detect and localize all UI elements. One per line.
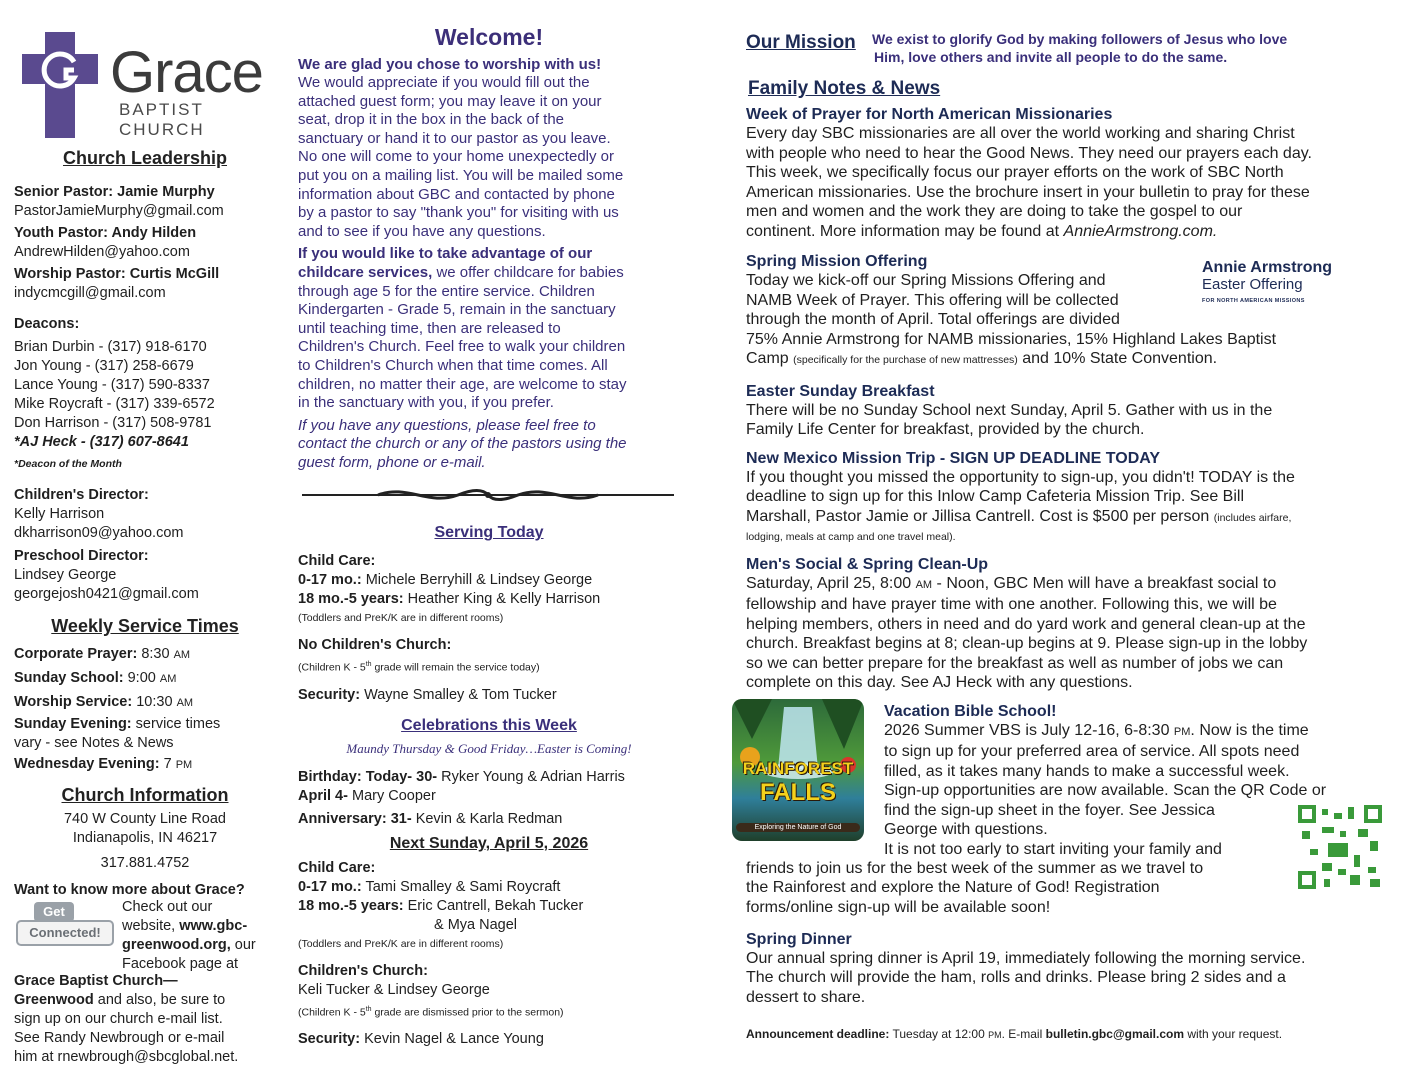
vbs-line: the Rainforest and explore the Nature of God! Registration bbox=[746, 879, 1160, 896]
more-text: Check out our bbox=[122, 899, 213, 915]
child-care-label: Child Care: bbox=[298, 553, 376, 570]
child-care-row: 18 mo.-5 years: Heather King & Kelly Harrison bbox=[298, 591, 601, 608]
offering-line: 75% Annie Armstrong for NAMB missionaries, 15% Highland Lakes Baptist bbox=[746, 330, 1277, 348]
deacon-item: Brian Durbin - (317) 918-6170 bbox=[14, 339, 207, 355]
vbs-artwork bbox=[732, 699, 864, 841]
facebook-name-2: Greenwood and also, be sure to bbox=[14, 992, 226, 1008]
welcome-line: by a pastor to say "thank you" for visiting with us bbox=[298, 204, 619, 222]
deacon-item: Jon Young - (317) 258-6679 bbox=[14, 358, 194, 374]
vbs-line: George with questions. bbox=[884, 821, 1048, 838]
sunday-school: Sunday School: 9:00 AM bbox=[14, 670, 177, 686]
vbs-title: Vacation Bible School! bbox=[884, 702, 1057, 720]
next-childrens-church-names: Keli Tucker & Lindsey George bbox=[298, 981, 490, 998]
signup-text-2: See Randy Newbrough or e-mail bbox=[14, 1030, 225, 1046]
prayer-line: American missionaries. Use the brochure insert in your bulletin to pray for these bbox=[746, 183, 1310, 201]
welcome-line: contact the church or any of the pastors using the bbox=[298, 435, 627, 453]
mens-line: Saturday, April 25, 8:00 AM - Noon, GBC Men will have a breakfast social to bbox=[746, 574, 1277, 592]
vbs-line: friends to join us for the best week of the summer as we travel to bbox=[746, 859, 1204, 877]
deacon-item: Don Harrison - (317) 508-9781 bbox=[14, 415, 212, 431]
dinner-line: dessert to share. bbox=[746, 988, 866, 1006]
birthday-row: Birthday: Today- 30- Ryker Young & Adrian Harris bbox=[298, 768, 625, 785]
childcare-lead: If you would like to take advantage of our bbox=[298, 245, 593, 263]
welcome-line: to Children's Church when that time comes. All bbox=[298, 356, 608, 374]
right-column bbox=[742, 30, 1382, 1041]
welcome-line: information about GBC and contacted by phone bbox=[298, 185, 615, 203]
church-subtitle: BAPTIST CHURCH bbox=[119, 100, 205, 139]
vbs-line: It is not too early to start inviting your family and bbox=[884, 840, 1222, 858]
mission-text bbox=[872, 30, 1287, 66]
vbs-art-word1: RAINFOREST bbox=[742, 758, 854, 778]
more-heading: Want to know more about Grace? bbox=[14, 882, 245, 898]
celebrations-tagline: Maundy Thursday & Good Friday…Easter is Coming! bbox=[346, 740, 632, 756]
welcome-line: in the sanctuary with you, if you prefer. bbox=[298, 394, 554, 412]
badge-get: Get bbox=[34, 902, 74, 922]
vbs-line: 2026 Summer VBS is July 12-16, 6-8:30 PM. Now is the time bbox=[884, 721, 1309, 739]
logo-line: Easter Offering bbox=[1202, 276, 1303, 293]
mens-social-title: Men's Social & Spring Clean-Up bbox=[746, 555, 989, 573]
address-line-1: 740 W County Line Road bbox=[63, 811, 226, 827]
childrens-director-label: Children's Director: bbox=[14, 487, 149, 503]
offering-line: through the month of April. Total offerings are divided bbox=[746, 311, 1120, 328]
church-info-heading: Church Information bbox=[61, 785, 229, 805]
welcome-line: Kindergarten - Grade 5, remain in the sanctuary bbox=[298, 301, 616, 319]
vbs-qr-code[interactable] bbox=[1298, 805, 1382, 889]
facebook-name: Grace Baptist Church— bbox=[14, 973, 178, 989]
youth-pastor: Youth Pastor: Andy Hilden bbox=[14, 225, 197, 241]
get-connected-badge bbox=[16, 902, 112, 948]
welcome-title: Welcome! bbox=[434, 24, 544, 50]
birthday-row: April 4- Mary Cooper bbox=[298, 787, 436, 804]
nm-trip-title: New Mexico Mission Trip - SIGN UP DEADLINE TODAY bbox=[746, 449, 1161, 467]
news-body bbox=[742, 106, 1382, 1041]
welcome-paragraph-1 bbox=[298, 74, 680, 241]
more-website-2: greenwood.org, our bbox=[122, 937, 256, 953]
welcome-line: sanctuary or hand it to our pastor as you leave. bbox=[298, 129, 611, 147]
senior-pastor: Senior Pastor: Jamie Murphy bbox=[14, 184, 215, 200]
vbs-line: forms/online sign-up will be available soon! bbox=[746, 898, 1051, 916]
mens-line: church. Breakfast begins at 8; clean-up begins at 9. Please sign-up in the lobby bbox=[746, 635, 1308, 652]
celebrations-heading: Celebrations this Week bbox=[401, 716, 577, 734]
signup-text-3: him at rnewbrough@sbcglobal.net. bbox=[14, 1049, 239, 1065]
mission-label: Our Mission bbox=[746, 32, 856, 53]
cross-logo-icon bbox=[22, 32, 102, 142]
deacon-of-month-note: *Deacon of the Month bbox=[14, 458, 122, 470]
prayer-line: with people who need to hear the Good News. They need our prayers each day. bbox=[746, 144, 1312, 162]
middle-column bbox=[298, 24, 680, 1049]
sunday-evening: Sunday Evening: service times bbox=[14, 716, 221, 732]
next-childrens-church-note: (Children K - 5th grade are dismissed prior to the sermon) bbox=[298, 1005, 564, 1019]
church-name: Grace bbox=[110, 40, 263, 105]
prayer-line: continent. More information may be found at AnnieArmstrong.com. bbox=[746, 222, 1218, 240]
welcome-line: If you have any questions, please feel free to bbox=[298, 416, 596, 434]
vbs-art-tag: Exploring the Nature of God bbox=[736, 823, 860, 832]
worship-pastor: Worship Pastor: Curtis McGill bbox=[14, 266, 220, 282]
spring-dinner-title: Spring Dinner bbox=[746, 930, 852, 948]
nm-line: deadline to sign up for this Inlow Camp Cafeteria Mission Trip. See Bill bbox=[746, 488, 1245, 505]
next-child-care-label: Child Care: bbox=[298, 859, 376, 876]
ornament-divider-icon bbox=[298, 484, 678, 506]
next-security: Security: Kevin Nagel & Lance Young bbox=[298, 1031, 544, 1048]
easter-breakfast-title: Easter Sunday Breakfast bbox=[746, 382, 935, 400]
vbs-line: filled, as it takes many hands to make a successful week. bbox=[884, 762, 1290, 780]
easter-line: There will be no Sunday School next Sunday, April 5. Gather with us in the bbox=[746, 401, 1273, 419]
preschool-director-email: georgejosh0421@gmail.com bbox=[14, 586, 199, 602]
deacon-item: Lance Young - (317) 590-8337 bbox=[14, 377, 210, 393]
vbs-line: find the sign-up sheet in the foyer. See Jessica bbox=[884, 801, 1215, 819]
youth-pastor-email: AndrewHilden@yahoo.com bbox=[14, 244, 190, 260]
welcome-line: guest form, phone or e-mail. bbox=[298, 453, 486, 471]
announcement-deadline: Announcement deadline: Tuesday at 12:00 PM. E-mail bulletin.gbc@gmail.com with your request. bbox=[746, 1027, 1283, 1041]
church-logo bbox=[22, 32, 282, 142]
welcome-line: attached guest form; you may leave it on your bbox=[298, 92, 602, 110]
badge-connected: Connected! bbox=[16, 920, 114, 946]
address-line-2: Indianapolis, IN 46217 bbox=[72, 830, 218, 846]
no-childrens-church-note: (Children K - 5th grade will remain the service today) bbox=[298, 661, 540, 674]
childrens-director-email: dkharrison09@yahoo.com bbox=[14, 525, 184, 541]
next-sunday-heading: Next Sunday, April 5, 2026 bbox=[389, 834, 589, 852]
worship-pastor-email: indycmcgill@gmail.com bbox=[14, 285, 166, 301]
deacon-item: Mike Roycraft - (317) 339-6572 bbox=[14, 396, 215, 412]
mens-line: helping members, others in need and do yard work and general clean-up at the bbox=[746, 615, 1306, 633]
more-website: website, www.gbc- bbox=[122, 918, 248, 934]
vbs-line: to sign up for your preferred area of service. All spots need bbox=[884, 743, 1300, 760]
next-child-care-row: 0-17 mo.: Tami Smalley & Sami Roycraft bbox=[298, 878, 561, 895]
next-child-care-note: (Toddlers and PreK/K are in different rooms) bbox=[298, 937, 504, 950]
welcome-line: We would appreciate if you would fill out the bbox=[298, 74, 590, 91]
nm-line: lodging, meals at camp and one travel meal). bbox=[746, 531, 956, 543]
mens-line: so we can better prepare for the breakfast as well as number of jobs we can bbox=[746, 654, 1284, 672]
next-child-care-row: 18 mo.-5 years: Eric Cantrell, Bekah Tucker bbox=[298, 897, 584, 914]
nm-line: If you thought you missed the opportunity to sign-up, you didn't! TODAY is the bbox=[746, 468, 1295, 486]
leadership-heading: Church Leadership bbox=[62, 148, 228, 168]
welcome-line: Children's Church. Feel free to walk your children bbox=[298, 338, 626, 356]
welcome-paragraph-2 bbox=[298, 245, 680, 412]
senior-pastor-email: PastorJamieMurphy@gmail.com bbox=[14, 203, 224, 219]
deacons-label: Deacons: bbox=[14, 316, 80, 332]
childrens-director-name: Kelly Harrison bbox=[14, 506, 105, 522]
worship-service: Worship Service: 10:30 AM bbox=[14, 694, 194, 710]
anniversary-row: Anniversary: 31- Kevin & Karla Redman bbox=[298, 810, 563, 827]
vbs-text-wide bbox=[746, 859, 1266, 918]
news-heading: Family Notes & News bbox=[748, 78, 941, 99]
child-care-note: (Toddlers and PreK/K are in different rooms) bbox=[298, 612, 504, 625]
offering-line: Today we kick-off our Spring Missions Offering and bbox=[746, 272, 1106, 289]
wednesday-evening: Wednesday Evening: 7 PM bbox=[14, 756, 193, 772]
corporate-prayer: Corporate Prayer: 8:30 AM bbox=[14, 646, 191, 662]
welcome-line: children, no matter their age, are welcome to stay bbox=[298, 375, 627, 393]
mission-line: We exist to glorify God by making followers of Jesus who love bbox=[872, 31, 1288, 47]
offering-line: Camp (specifically for the purchase of new mattresses) and 10% State Convention. bbox=[746, 350, 1218, 367]
dinner-line: Our annual spring dinner is April 19, immediately following the morning service. bbox=[746, 949, 1306, 967]
dinner-line: The church will provide the ham, rolls and drinks. Please bring 2 sides and a bbox=[746, 969, 1286, 986]
deacon-of-month: *AJ Heck - (317) 607-8641 bbox=[14, 434, 189, 450]
annie-armstrong-logo bbox=[1202, 259, 1352, 304]
logo-line: Annie Armstrong bbox=[1202, 259, 1333, 276]
mens-line: complete on this day. See AJ Heck with any questions. bbox=[746, 674, 1133, 691]
logo-line: FOR NORTH AMERICAN MISSIONS bbox=[1202, 298, 1305, 304]
welcome-line: put you on a mailing list. You will be mailed some bbox=[298, 166, 624, 184]
signup-text: sign up on our church e-mail list. bbox=[14, 1011, 223, 1027]
more-facebook: Facebook page at bbox=[122, 956, 239, 972]
welcome-line: until teaching time, then are released to bbox=[298, 319, 561, 337]
preschool-director-label: Preschool Director: bbox=[14, 548, 149, 564]
child-care-row: 0-17 mo.: Michele Berryhill & Lindsey George bbox=[298, 572, 593, 589]
welcome-line: childcare services, we offer childcare for babies bbox=[298, 263, 624, 281]
welcome-line: and to see if you have any questions. bbox=[298, 222, 546, 240]
prayer-line: Every day SBC missionaries are all over the world working and sharing Christ bbox=[746, 125, 1295, 142]
spring-offering-title: Spring Mission Offering bbox=[746, 253, 928, 270]
welcome-lead: We are glad you chose to worship with us! bbox=[298, 56, 602, 73]
next-child-care-row-b: & Mya Nagel bbox=[434, 916, 518, 933]
welcome-line: seat, drop it in the box in the back of the bbox=[298, 111, 565, 129]
offering-line: NAMB Week of Prayer. This offering will be collected bbox=[746, 291, 1119, 309]
sunday-evening-note: vary - see Notes & News bbox=[14, 735, 174, 751]
preschool-director-name: Lindsey George bbox=[14, 567, 117, 583]
vbs-section bbox=[742, 702, 1382, 925]
welcome-line: through age 5 for the entire service. Children bbox=[298, 282, 595, 300]
mission-line: Him, love others and invite all people to do the same. bbox=[874, 49, 1228, 65]
vbs-art-word2: FALLS bbox=[760, 778, 836, 806]
serving-today-heading: Serving Today bbox=[434, 524, 544, 542]
next-childrens-church-label: Children's Church: bbox=[298, 962, 428, 979]
vbs-line: Sign-up opportunities are now available. Scan the QR Code or bbox=[884, 782, 1327, 799]
easter-line: Family Life Center for breakfast, provided by the church. bbox=[746, 421, 1145, 438]
prayer-week-title: Week of Prayer for North American Missionaries bbox=[746, 106, 1113, 123]
mens-line: fellowship and have prayer time with one another. Following this, we will be bbox=[746, 596, 1277, 613]
prayer-line: This week, we specifically focus our prayer efforts on the work of SBC North bbox=[746, 164, 1284, 181]
church-phone: 317.881.4752 bbox=[100, 855, 190, 871]
prayer-line: men and women and the work they are doing to take the gospel to our bbox=[746, 203, 1243, 220]
welcome-line: No one will come to your home unexpectedly or bbox=[298, 148, 614, 166]
left-column bbox=[14, 148, 276, 1067]
service-times-heading: Weekly Service Times bbox=[51, 616, 239, 636]
get-connected-block bbox=[14, 900, 276, 974]
nm-line: Marshall, Pastor Jamie or Jillisa Cantrell. Cost is $500 per person (includes airfare, bbox=[746, 507, 1292, 525]
welcome-paragraph-3 bbox=[298, 417, 680, 473]
no-childrens-church: No Children's Church: bbox=[298, 637, 452, 654]
mission-block bbox=[742, 30, 1382, 70]
spring-offering bbox=[746, 253, 1382, 371]
security-today: Security: Wayne Smalley & Tom Tucker bbox=[298, 686, 557, 703]
